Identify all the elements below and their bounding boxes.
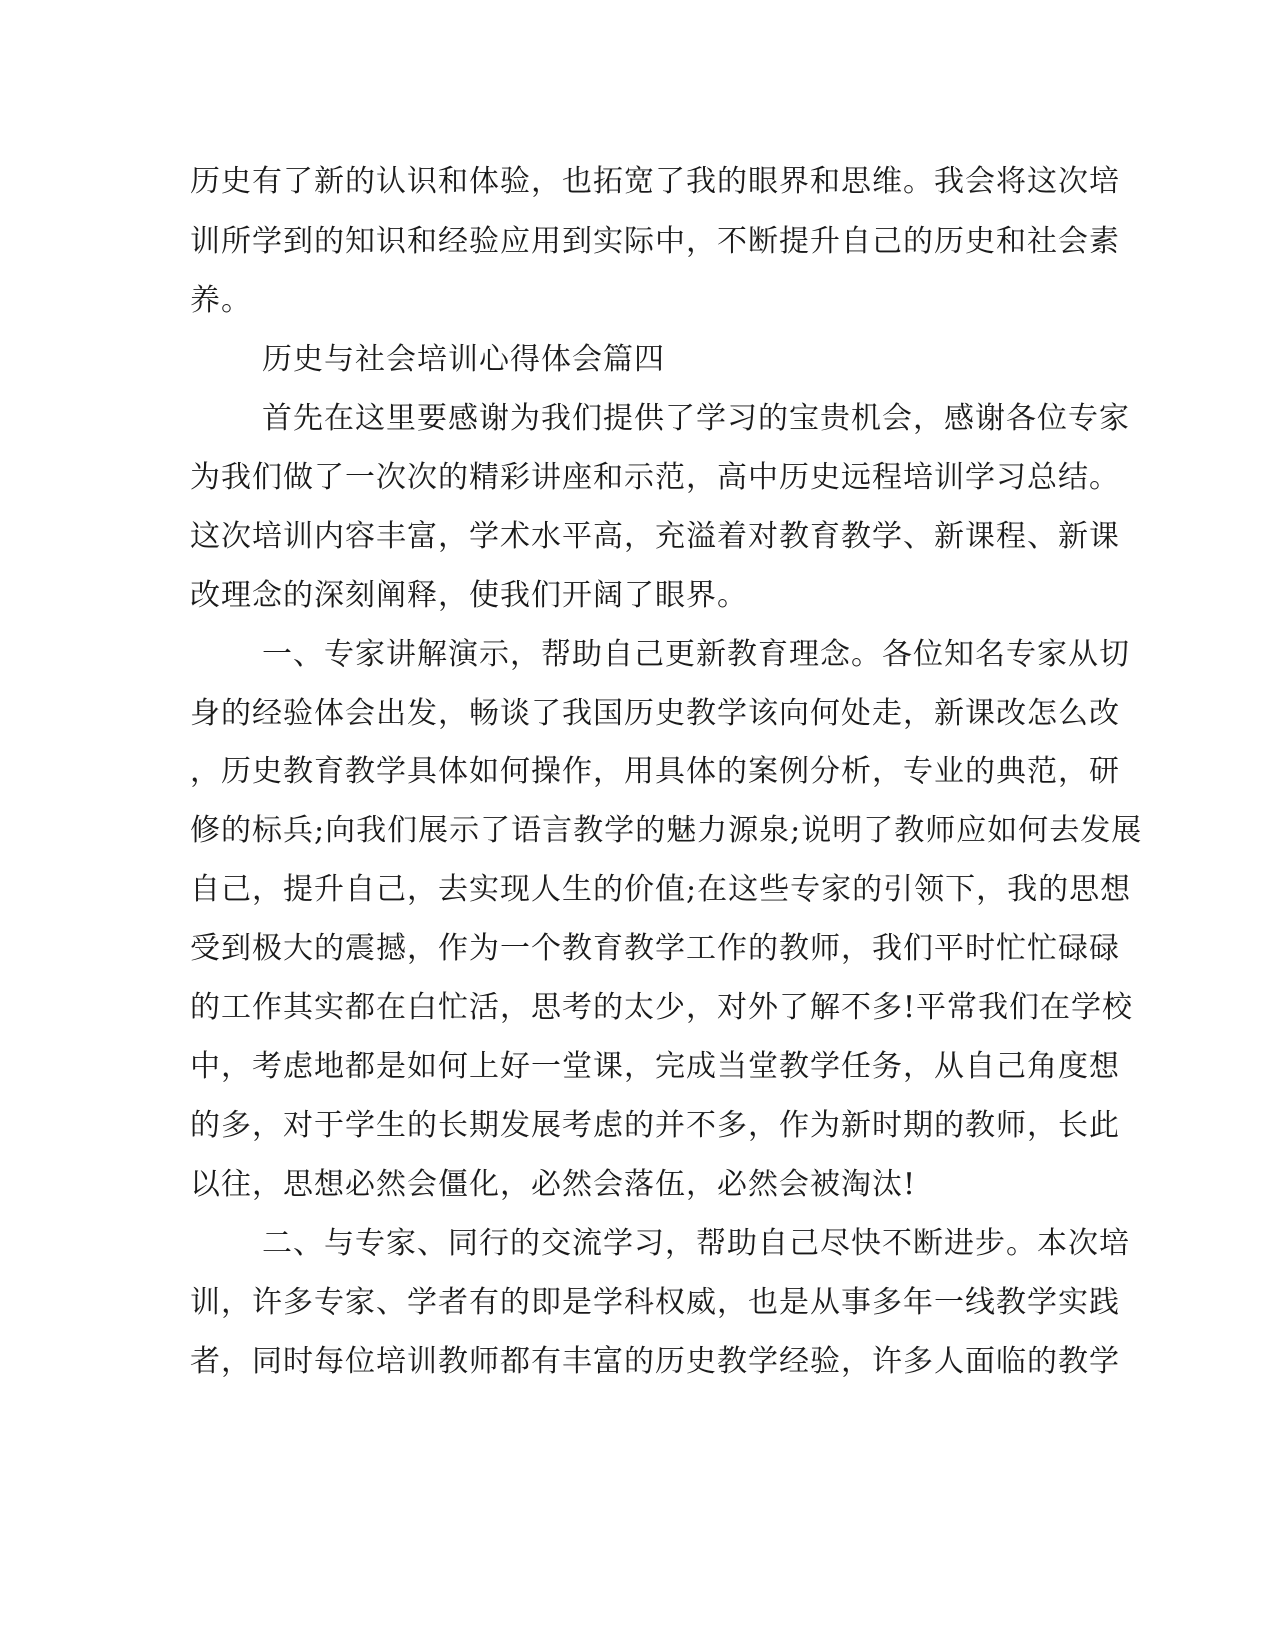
text-line: ，历史教育教学具体如何操作，用具体的案例分析，专业的典范，研 [190, 754, 1120, 789]
text-line: 养。 [190, 283, 252, 318]
text-line: 的工作其实都在白忙活，思考的太少，对外了解不多!平常我们在学校 [190, 990, 1134, 1025]
text-line: 训所学到的知识和经验应用到实际中，不断提升自己的历史和社会素 [190, 224, 1120, 259]
text-line: 改理念的深刻阐释，使我们开阔了眼界。 [190, 578, 748, 613]
text-line: 身的经验体会出发，畅谈了我国历史教学该向何处走，新课改怎么改 [190, 696, 1120, 731]
text-line: 以往，思想必然会僵化，必然会落伍，必然会被淘汰! [190, 1167, 917, 1202]
section-heading: 历史与社会培训心得体会篇四 [262, 342, 665, 377]
text-line: 者，同时每位培训教师都有丰富的历史教学经验，许多人面临的教学 [190, 1344, 1120, 1379]
text-line: 一、专家讲解演示，帮助自己更新教育理念。各位知名专家从切 [262, 637, 1130, 672]
text-line: 的多，对于学生的长期发展考虑的并不多，作为新时期的教师，长此 [190, 1108, 1120, 1143]
text-line: 受到极大的震撼，作为一个教育教学工作的教师，我们平时忙忙碌碌 [190, 931, 1120, 966]
text-line: 修的标兵;向我们展示了语言教学的魅力源泉;说明了教师应如何去发展 [190, 813, 1143, 848]
text-line: 首先在这里要感谢为我们提供了学习的宝贵机会，感谢各位专家 [262, 401, 1130, 436]
text-line: 训，许多专家、学者有的即是学科权威，也是从事多年一线教学实践 [190, 1285, 1120, 1320]
text-line: 中，考虑地都是如何上好一堂课，完成当堂教学任务，从自己角度想 [190, 1049, 1120, 1084]
text-line: 二、与专家、同行的交流学习，帮助自己尽快不断进步。本次培 [262, 1226, 1130, 1261]
text-line: 自己，提升自己，去实现人生的价值;在这些专家的引领下，我的思想 [190, 872, 1132, 907]
text-line: 历史有了新的认识和体验，也拓宽了我的眼界和思维。我会将这次培 [190, 164, 1120, 199]
text-line: 为我们做了一次次的精彩讲座和示范，高中历史远程培训学习总结。 [190, 460, 1120, 495]
text-line: 这次培训内容丰富，学术水平高，充溢着对教育教学、新课程、新课 [190, 519, 1120, 554]
